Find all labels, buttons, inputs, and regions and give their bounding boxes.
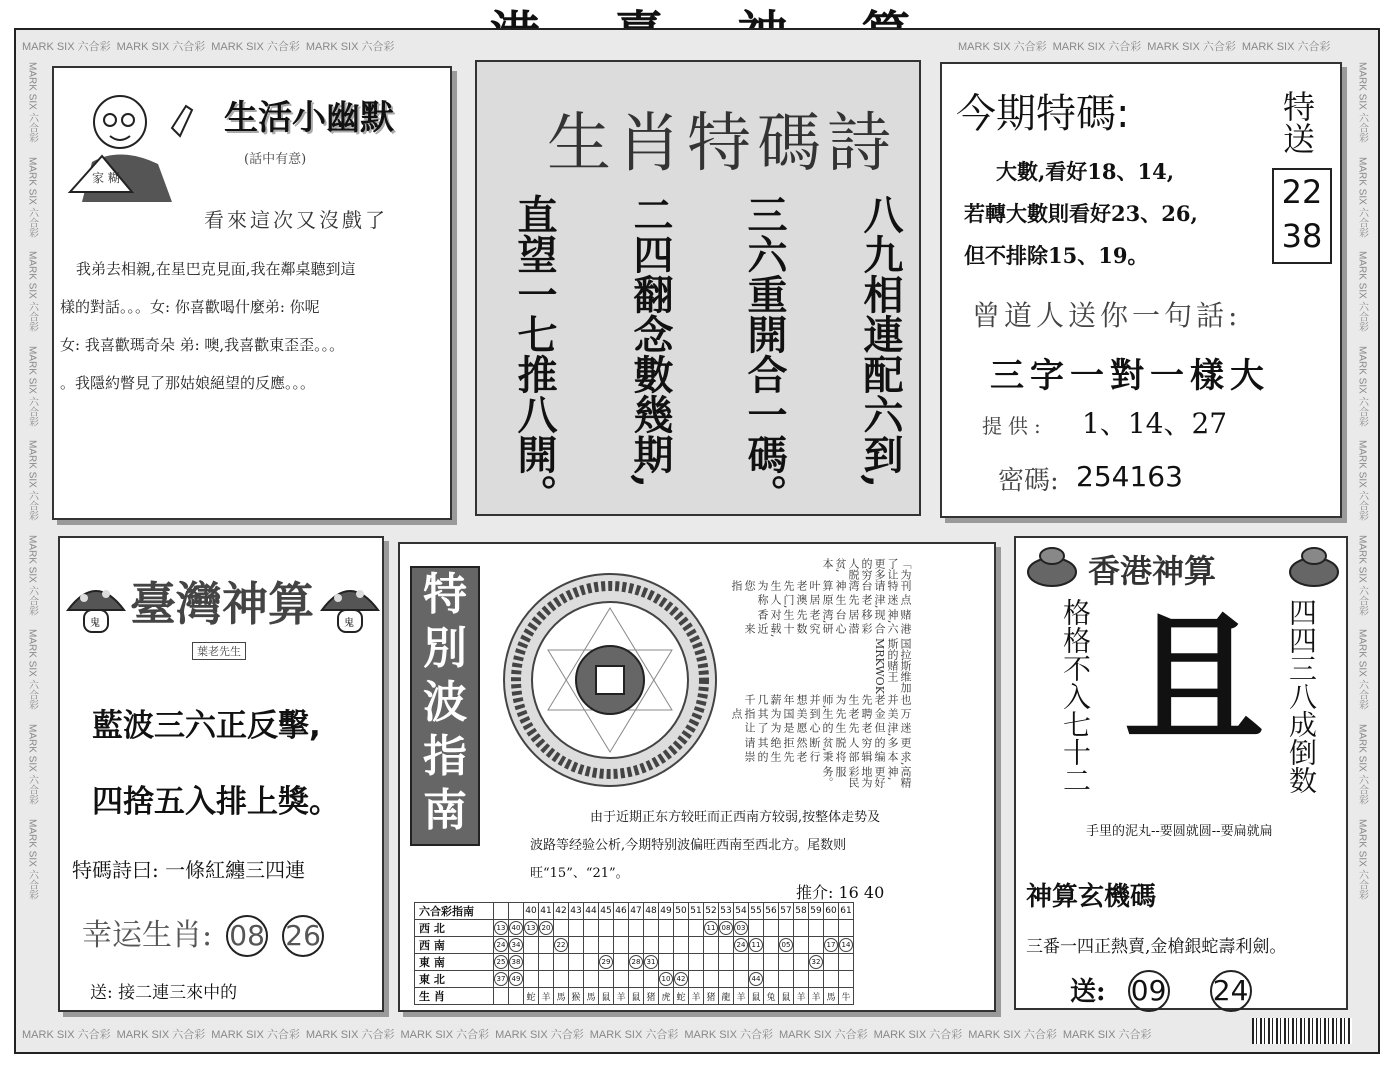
send-number: 24 (1210, 970, 1252, 1012)
password-value: 254163 (1076, 460, 1183, 493)
lucky-row (82, 910, 324, 957)
table-mark: 03 (734, 921, 748, 935)
guide-analysis: 旺“15”、“21”。 (530, 866, 629, 881)
table-mark: 11 (749, 938, 763, 952)
poem-column: 二四翻念數幾期, (627, 194, 674, 488)
guide-title-block (410, 566, 480, 846)
humor-subtitle: (話中有意) (244, 152, 307, 167)
lucky-number: 08 (226, 915, 268, 957)
guide-title-char: 指 (423, 731, 467, 782)
table-mark: 32 (809, 955, 823, 969)
watermark-col-right: MARK SIX 六合彩 MARK SIX 六合彩 MARK SIX 六合彩 MARK SIX 六合彩 MARK SIX 六合彩 MARK SIX 六合彩 MARK SIX 六合彩 MARK SIX 六合彩 MARK SIX 六合彩 (1356, 62, 1368, 900)
guide-title-char: 波 (423, 677, 467, 728)
gift-label: 特送 (1278, 90, 1316, 154)
taiwan-line: 藍波三六正反擊, (92, 708, 321, 744)
saying-intro: 曾道人送你一句話: (972, 299, 1242, 332)
table-row: 東 北 37 49 10 42 44 (415, 971, 854, 988)
cartoon-man-icon (62, 82, 212, 202)
table-row: 東 南 25 38 29 28 31 32 (415, 954, 854, 971)
table-mark: 42 (674, 972, 688, 986)
table-row: 生 肖 蛇 羊 馬 猴 馬 鼠 羊 鼠 猪 虎 蛇 羊 猪 龍 羊 鼠 兔 鼠 羊 羊 馬 牛 (415, 988, 854, 1005)
guide-title-char: 別 (423, 623, 467, 674)
taiwan-subtitle: 葉老先生 (192, 642, 246, 660)
guide-panel (398, 542, 996, 1012)
taiwan-line: 四捨五入排上獎。 (92, 784, 340, 820)
code-title: 神算玄機碼 (1026, 882, 1157, 912)
guide-article: 「为了让更多的穷人脱贫,本 刊特请台湾神算叶老先生为您指 点迷津,老先生原居澳门,人称 赌神,现移居台湾,老先生对香 港六合彩潜心研究数十载,近来 国拉斯维加斯的赌王MRKWOK 也并老先生为师,并想年薪几千 万美金聘老先生到美国为其指点 迷津,但老先生的心愿是为了让 更多的穷人脱贫,断然拒绝其请 求,本编辑部将秉行老先生的崇 高精神,更好地为彩民服务。 (730, 558, 912, 788)
table-mark: 29 (599, 955, 613, 969)
table-mark: 13 (524, 921, 538, 935)
humor-panel (52, 66, 452, 520)
hongkong-left-col: 格格不入七十二 (1059, 598, 1092, 794)
poem-column: 八九相連配六到, (857, 194, 904, 488)
hongkong-send-row (1070, 970, 1252, 1012)
poem-column: 直望一七推八開。 (511, 194, 558, 514)
fan-text: 家 糊 (92, 171, 120, 185)
hongkong-caption: 手里的泥丸--要圆就圆--要扁就扁 (1086, 824, 1273, 839)
gourd-left-icon (1022, 542, 1084, 588)
table-mark: 44 (749, 972, 763, 986)
table-mark: 17 (824, 938, 838, 952)
special-line: 若轉大數則看好23、26, (964, 201, 1198, 226)
humor-line: 。我隱約瞥見了那姑娘絕望的反應。。。 (60, 374, 316, 392)
poem-panel (475, 60, 921, 516)
watermark-col-left: MARK SIX 六合彩 MARK SIX 六合彩 MARK SIX 六合彩 MARK SIX 六合彩 MARK SIX 六合彩 MARK SIX 六合彩 MARK SIX 六合彩 MARK SIX 六合彩 MARK SIX 六合彩 (26, 62, 38, 900)
taiwan-poem-line: 特碼詩曰: 一條紅纏三四連 (72, 858, 306, 882)
guide-table (414, 902, 854, 1005)
special-title: 今期特碼: (956, 91, 1130, 137)
special-panel (940, 62, 1342, 518)
table-mark: 05 (779, 938, 793, 952)
humor-headline: 看來這次又沒戲了 (204, 208, 388, 232)
guide-analysis: 由于近期正东方较旺而正西南方较弱,按整体走势及 (590, 810, 881, 825)
saying-text: 三字一對一樣大 (990, 356, 1270, 396)
provide-label: 提供: (982, 414, 1047, 438)
table-mark: 08 (719, 921, 733, 935)
guide-analysis: 波路等经验公析,今期特别波偏旺西南至西北方。尾数则 (530, 838, 847, 853)
send-number: 09 (1128, 970, 1170, 1012)
gourd-right-icon (1284, 542, 1346, 588)
humor-title: 生活小幽默 (224, 98, 394, 138)
lucky-label: 幸运生肖: (82, 918, 213, 953)
poem-column: 三六重開合一碼。 (741, 194, 788, 514)
table-mark: 14 (839, 938, 853, 952)
mushroom-right-icon (318, 578, 382, 636)
watermark-row-top-left: MARK SIX 六合彩 MARK SIX 六合彩 MARK SIX 六合彩 MARK SIX 六合彩 (22, 41, 395, 53)
table-mark: 11 (704, 921, 718, 935)
provide-value: 1、14、27 (1082, 407, 1228, 440)
gift-number: 38 (1281, 217, 1323, 255)
password-label: 密碼: (998, 466, 1059, 496)
table-corner: 六合彩指南 (415, 903, 494, 920)
hongkong-panel (1014, 536, 1348, 1010)
gift-box (1272, 168, 1332, 264)
table-mark: 10 (659, 972, 673, 986)
table-row: 西 北 13 40 13 20 11 08 03 (415, 920, 854, 937)
humor-line: 樣的對話。。。女: 你喜歡喝什麼弟: 你呢 (60, 298, 320, 316)
barcode-icon (1252, 1018, 1352, 1044)
table-mark: 28 (629, 955, 643, 969)
hongkong-big-char: 且 (1124, 597, 1265, 761)
svg-text:鬼: 鬼 (90, 618, 100, 629)
humor-line: 我弟去相親,在星巴克見面,我在鄰桌聽到這 (76, 260, 356, 278)
table-row: 西 南 24 34 22 24 11 05 17 14 (415, 937, 854, 954)
taiwan-panel (58, 536, 384, 1012)
guide-title-char: 南 (423, 785, 467, 836)
gift-number: 22 (1281, 173, 1323, 211)
table-mark: 24 (734, 938, 748, 952)
table-mark: 31 (644, 955, 658, 969)
hongkong-title: 香港神算 (1088, 552, 1217, 590)
special-line: 大數,看好18、14, (996, 159, 1175, 184)
taiwan-title: 臺灣神算 (130, 577, 314, 631)
hongkong-right-col: 四四三八成倒数 (1285, 598, 1318, 794)
mushroom-left-icon (64, 578, 128, 636)
watermark-row-top-right: MARK SIX 六合彩 MARK SIX 六合彩 MARK SIX 六合彩 MARK SIX 六合彩 (958, 41, 1331, 53)
lucky-number: 26 (282, 915, 324, 957)
send-label: 送: (1070, 977, 1106, 1007)
watermark-row-bottom: MARK SIX 六合彩 MARK SIX 六合彩 MARK SIX 六合彩 MARK SIX 六合彩 MARK SIX 六合彩 MARK SIX 六合彩 MARK SIX 六合彩 MARK SIX 六合彩 MARK SIX 六合彩 MARK SIX 六合彩 MARK SIX 六合彩 MARK SIX 六合彩 (22, 1029, 1152, 1041)
guide-title-char: 特 (423, 569, 467, 620)
code-line: 三番一四正熱賣,金槍銀蛇壽利劍。 (1026, 937, 1287, 957)
guide-recommend: 推介: 16 40 (796, 883, 885, 902)
table-row: 六合彩指南 40 41 42 43 44 45 46 47 48 49 50 51 52 53 54 55 56 57 58 59 60 61 (415, 903, 854, 920)
taiwan-send-line: 送: 接二連三來中的 (90, 983, 238, 1003)
poem-title: 生肖特碼詩 (547, 107, 897, 181)
table-mark: 20 (539, 921, 553, 935)
special-line: 但不排除15、19。 (964, 243, 1149, 268)
compass-wheel-icon (500, 570, 720, 790)
table-mark: 22 (554, 938, 568, 952)
svg-text:鬼: 鬼 (344, 618, 354, 629)
humor-line: 女: 我喜歡瑪奇朵 弟: 噢,我喜歡東歪歪。。。 (60, 336, 345, 354)
